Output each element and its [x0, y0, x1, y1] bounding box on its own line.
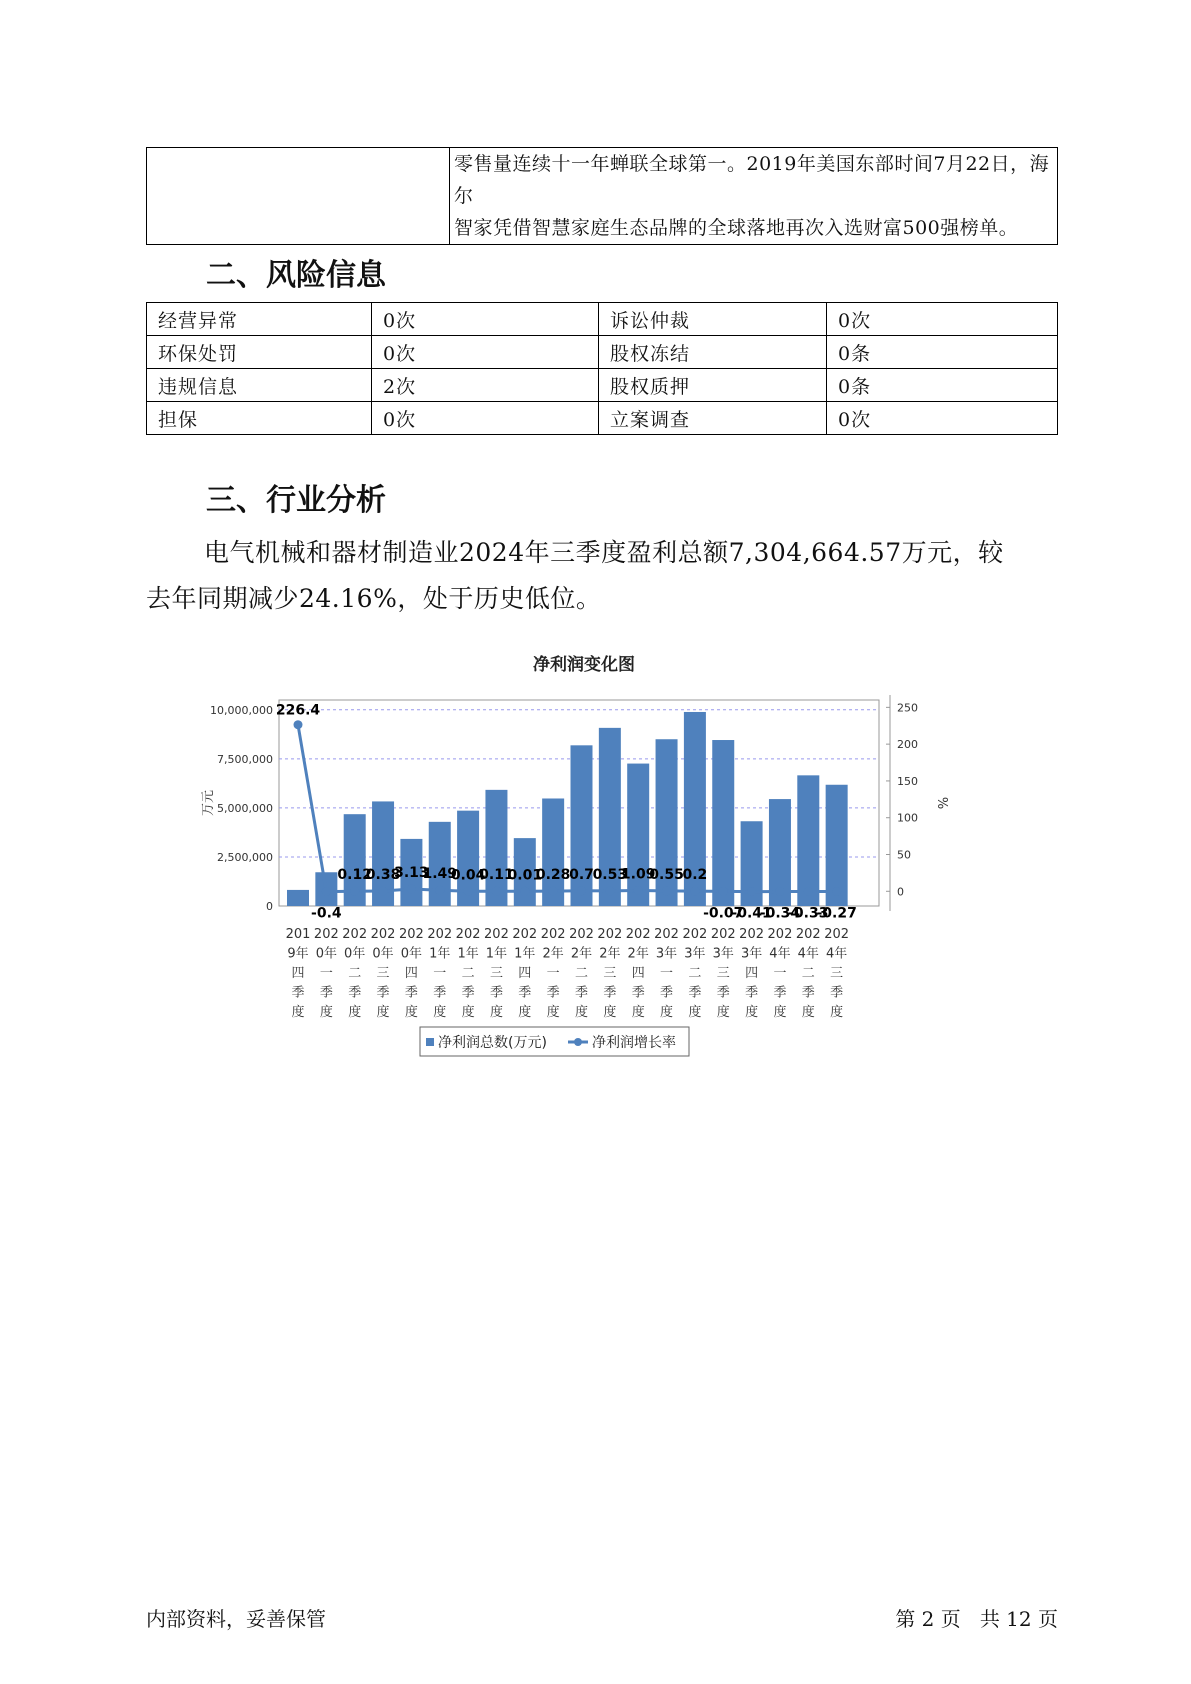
bar [712, 740, 734, 906]
risk-label: 股权冻结 [599, 336, 827, 369]
y-axis-label: 万元 [201, 789, 216, 817]
growth-point [832, 887, 841, 896]
growth-label: -0.07 [703, 905, 744, 922]
y-tick-label: 10,000,000 [210, 703, 273, 717]
risk-table [146, 302, 1058, 435]
bar [627, 764, 649, 906]
continuation-cell [450, 148, 1058, 245]
x-tick-label: 202 0年一季度 [313, 927, 339, 1020]
risk-value: 0次 [827, 303, 1058, 336]
table-row [147, 336, 1058, 369]
risk-value: 2次 [372, 369, 599, 402]
bar [287, 890, 309, 906]
risk-label: 经营异常 [147, 303, 372, 336]
section-risk-heading: 二、风险信息 [206, 258, 386, 293]
growth-point [662, 886, 671, 895]
continuation-empty-cell [147, 148, 450, 245]
growth-point [605, 886, 614, 895]
legend-line-label: 净利润增长率 [592, 1035, 676, 1051]
y2-tick-label: 100 [897, 811, 918, 825]
y-tick-label: 0 [266, 900, 273, 913]
y2-tick-label: 200 [897, 738, 918, 752]
growth-label: 0.7 [569, 866, 594, 883]
x-tick-label: 202 4年三季度 [824, 927, 850, 1020]
x-tick-label: 202 2年一季度 [540, 927, 566, 1020]
risk-label: 立案调查 [599, 402, 827, 435]
x-tick-label: 202 2年三季度 [597, 927, 623, 1020]
growth-label: -0.41 [731, 905, 772, 922]
growth-label: 0.01 [507, 867, 543, 884]
risk-value: 0次 [372, 402, 599, 435]
footer-confidential: 内部资料，妥善保管 [146, 1607, 326, 1631]
x-tick-label: 202 3年二季度 [682, 927, 708, 1020]
chart-title: 净利润变化图 [533, 655, 635, 675]
x-tick-label: 202 4年一季度 [767, 927, 793, 1020]
table-row [147, 303, 1058, 336]
legend-bar-swatch [426, 1038, 434, 1046]
growth-point [464, 887, 473, 896]
legend-line-marker [574, 1038, 582, 1046]
y2-tick-label: 250 [897, 701, 918, 715]
growth-point [520, 887, 529, 896]
growth-label: 0.28 [535, 867, 571, 884]
growth-point [634, 886, 643, 895]
risk-label: 诉讼仲裁 [599, 303, 827, 336]
growth-point [492, 887, 501, 896]
paragraph-line1: 电气机械和器材制造业2024年三季度盈利总额7,304,664.57万元，较 [204, 538, 1004, 567]
growth-label: 0.53 [592, 866, 628, 883]
x-tick-label: 202 1年三季度 [484, 927, 509, 1020]
growth-label: 0.55 [649, 866, 684, 883]
footer-page-number: 第 2 页 共 12 页 [895, 1607, 1058, 1631]
growth-label: 1.09 [620, 866, 656, 883]
growth-label: 1.49 [422, 866, 458, 883]
risk-label: 环保处罚 [147, 336, 372, 369]
industry-paragraph [146, 530, 1058, 622]
x-tick-label: 202 2年四季度 [625, 927, 651, 1020]
growth-label: 0.11 [479, 867, 514, 884]
growth-label: 0.04 [450, 867, 486, 884]
growth-label: -0.34 [759, 905, 801, 922]
x-tick-label: 202 3年一季度 [654, 927, 679, 1020]
growth-point [379, 887, 388, 896]
growth-point [719, 887, 728, 896]
legend-bar-label: 净利润总数(万元) [438, 1035, 547, 1051]
risk-label: 违规信息 [147, 369, 372, 402]
x-tick-label: 202 2年二季度 [569, 927, 594, 1020]
growth-label: 3.13 [394, 864, 429, 881]
risk-value: 0条 [827, 369, 1058, 402]
paragraph-line2: 去年同期减少24.16%，处于历史低位。 [146, 584, 602, 613]
x-tick-label: 202 3年三季度 [710, 927, 736, 1020]
x-tick-label: 202 1年一季度 [427, 927, 453, 1020]
x-tick-label: 202 1年二季度 [455, 927, 481, 1020]
growth-label: 0.12 [337, 867, 372, 884]
risk-value: 0次 [372, 336, 599, 369]
risk-label: 担保 [147, 402, 372, 435]
net-profit-chart [170, 650, 1000, 1110]
growth-point [350, 887, 359, 896]
growth-point [804, 887, 813, 896]
y-tick-label: 2,500,000 [217, 850, 273, 864]
growth-point [407, 884, 416, 893]
x-tick-label: 202 1年四季度 [512, 927, 538, 1020]
growth-label: -0.4 [311, 905, 342, 922]
growth-point [577, 886, 586, 895]
y-tick-label: 7,500,000 [217, 752, 273, 766]
growth-label: 0.2 [682, 867, 708, 884]
growth-point [322, 887, 331, 896]
y2-tick-label: 50 [897, 848, 911, 862]
bar [797, 775, 819, 906]
growth-label: 226.4 [275, 702, 321, 719]
growth-point [294, 720, 303, 729]
continuation-table [146, 147, 1058, 245]
y2-tick-label: 0 [897, 885, 904, 899]
continuation-line2: 智家凭借智慧家庭生态品牌的全球落地再次入选财富500强榜单。 [454, 217, 1019, 239]
chart-svg [170, 650, 1000, 1110]
growth-point [690, 887, 699, 896]
section-industry-heading: 三、行业分析 [206, 483, 386, 518]
risk-value: 0条 [827, 336, 1058, 369]
x-tick-label: 201 9年四季度 [285, 927, 311, 1020]
risk-value: 0次 [372, 303, 599, 336]
risk-value: 0次 [827, 402, 1058, 435]
risk-label: 股权质押 [599, 369, 827, 402]
continuation-line1: 零售量连续十一年蝉联全球第一。2019年美国东部时间7月22日，海尔 [454, 153, 1050, 207]
growth-point [549, 887, 558, 896]
growth-label: 0.38 [365, 867, 401, 884]
growth-point [747, 887, 756, 896]
x-tick-label: 202 0年三季度 [370, 927, 396, 1020]
x-tick-label: 202 4年二季度 [795, 927, 821, 1020]
y2-tick-label: 150 [897, 774, 918, 788]
table-row [147, 402, 1058, 435]
x-tick-label: 202 3年四季度 [739, 927, 765, 1020]
growth-point [775, 887, 784, 896]
table-row [147, 369, 1058, 402]
x-tick-label: 202 0年四季度 [398, 927, 424, 1020]
x-tick-label: 202 0年二季度 [342, 927, 368, 1020]
growth-label: -0.27 [816, 905, 857, 922]
y-tick-label: 5,000,000 [217, 801, 273, 815]
growth-point [435, 886, 444, 895]
y2-axis-label: % [934, 796, 949, 810]
growth-label: -0.33 [788, 905, 829, 922]
